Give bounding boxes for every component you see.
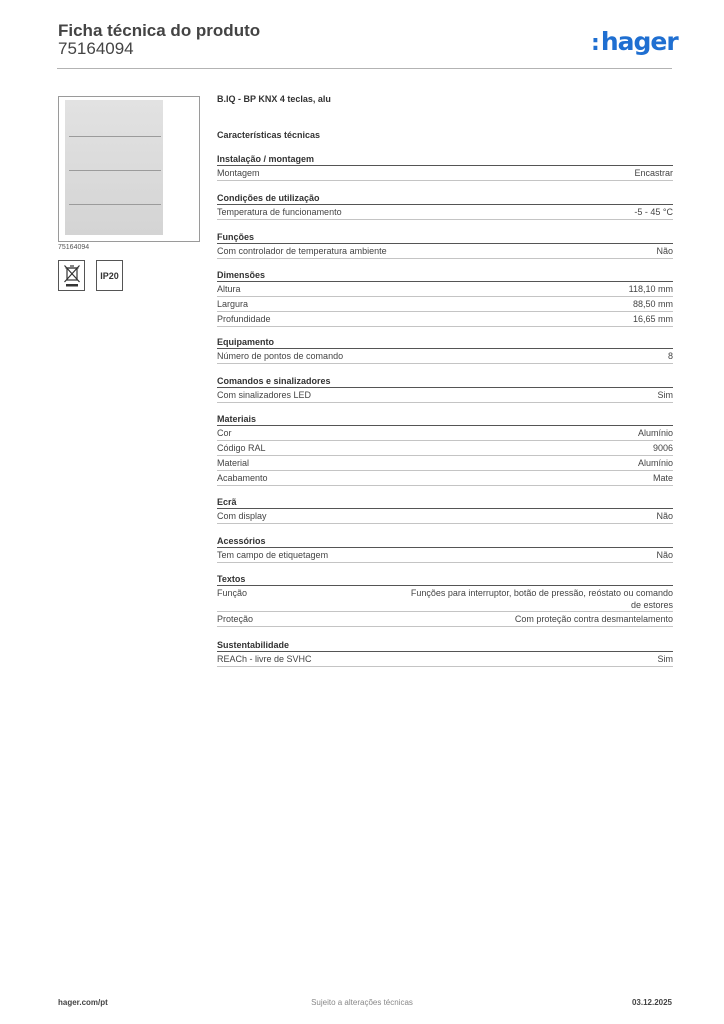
- spec-row: [217, 456, 673, 471]
- spec-value: 8: [667, 351, 673, 361]
- spec-value: Funções para interruptor, botão de pressão, reóstato ou comando de estores: [410, 588, 673, 610]
- spec-group: [217, 638, 673, 667]
- spec-row: [217, 612, 673, 627]
- spec-group-title: Sustentabilidade: [217, 638, 673, 652]
- spec-label: Código RAL: [217, 443, 266, 453]
- spec-group-title: Textos: [217, 572, 673, 586]
- key-separator: [69, 170, 161, 171]
- spec-group: [217, 230, 673, 259]
- spec-label: Proteção: [217, 614, 254, 624]
- spec-row: [217, 205, 673, 220]
- spec-group: [217, 534, 673, 563]
- product-image-frame: [58, 96, 200, 242]
- footer-notice: Sujeito a alterações técnicas: [311, 998, 413, 1007]
- spec-row: [217, 297, 673, 312]
- spec-row: [217, 471, 673, 486]
- spec-label: Número de pontos de comando: [217, 351, 344, 361]
- spec-label: Largura: [217, 299, 249, 309]
- spec-group-title: Dimensões: [217, 268, 673, 282]
- spec-group-title: Funções: [217, 230, 673, 244]
- spec-value: 9006: [652, 443, 673, 453]
- page-title: Ficha técnica do produto: [58, 21, 261, 40]
- spec-group: [217, 412, 673, 486]
- spec-row: [217, 166, 673, 181]
- product-image: [65, 100, 163, 235]
- spec-row: [217, 388, 673, 403]
- footer-website: hager.com/pt: [58, 998, 108, 1007]
- spec-label: Profundidade: [217, 314, 271, 324]
- spec-row: [217, 312, 673, 327]
- spec-label: Com controlador de temperatura ambiente: [217, 246, 387, 256]
- spec-label: Material: [217, 458, 250, 468]
- spec-value: Alumínio: [637, 458, 673, 468]
- spec-row: [217, 548, 673, 563]
- spec-value: Alumínio: [637, 428, 673, 438]
- spec-label: Função: [217, 588, 248, 598]
- spec-group: [217, 374, 673, 403]
- spec-group-title: Ecrã: [217, 495, 673, 509]
- header-divider: [57, 68, 672, 69]
- spec-label: Com display: [217, 511, 267, 521]
- spec-label: Altura: [217, 284, 241, 294]
- spec-group: [217, 191, 673, 220]
- key-separator: [69, 204, 161, 205]
- spec-label: Acabamento: [217, 473, 268, 483]
- spec-group: [217, 572, 673, 627]
- product-code: 75164094: [58, 39, 134, 58]
- spec-group-title: Condições de utilização: [217, 191, 673, 205]
- spec-group: [217, 268, 673, 327]
- spec-value: Não: [656, 550, 673, 560]
- spec-label: REACh - livre de SVHC: [217, 654, 312, 664]
- spec-value: Não: [656, 246, 673, 256]
- ip-rating-badge: [96, 260, 123, 291]
- spec-group-title: Instalação / montagem: [217, 152, 673, 166]
- spec-row: [217, 509, 673, 524]
- spec-value: 118,10 mm: [628, 284, 673, 294]
- spec-row: [217, 349, 673, 364]
- weee-badge: [58, 260, 85, 291]
- ip-rating-text: IP20: [100, 270, 119, 281]
- spec-label: Cor: [217, 428, 232, 438]
- spec-value: Encastrar: [634, 168, 673, 178]
- spec-label: Montagem: [217, 168, 260, 178]
- spec-group-title: Acessórios: [217, 534, 673, 548]
- spec-group-title: Materiais: [217, 412, 673, 426]
- spec-group: [217, 495, 673, 524]
- spec-label: Com sinalizadores LED: [217, 390, 312, 400]
- spec-group-title: Comandos e sinalizadores: [217, 374, 673, 388]
- product-name: B.IQ - BP KNX 4 teclas, alu: [217, 94, 331, 104]
- spec-group-title: Equipamento: [217, 335, 673, 349]
- spec-value: 88,50 mm: [632, 299, 673, 309]
- spec-row: [217, 426, 673, 441]
- spec-value: Sim: [657, 390, 673, 400]
- spec-value: -5 - 45 °C: [634, 207, 673, 217]
- spec-group: [217, 152, 673, 181]
- spec-row: [217, 441, 673, 456]
- spec-label: Tem campo de etiquetagem: [217, 550, 329, 560]
- spec-value: Sim: [657, 654, 673, 664]
- crossed-bin-icon: [62, 264, 82, 288]
- spec-group: [217, 335, 673, 364]
- hager-logo: :hager: [591, 27, 678, 56]
- logo-text: hager: [600, 27, 678, 56]
- specs-heading: Características técnicas: [217, 130, 321, 140]
- spec-row: [217, 244, 673, 259]
- spec-value: Mate: [652, 473, 673, 483]
- footer-date: 03.12.2025: [631, 998, 672, 1007]
- spec-label: Temperatura de funcionamento: [217, 207, 342, 217]
- spec-row: [217, 652, 673, 667]
- spec-value: 16,65 mm: [632, 314, 673, 324]
- spec-row: [217, 282, 673, 297]
- spec-row: [217, 586, 673, 612]
- spec-value: Com proteção contra desmantelamento: [514, 614, 673, 624]
- image-caption: 75164094: [58, 244, 90, 251]
- key-separator: [69, 136, 161, 137]
- spec-value: Não: [656, 511, 673, 521]
